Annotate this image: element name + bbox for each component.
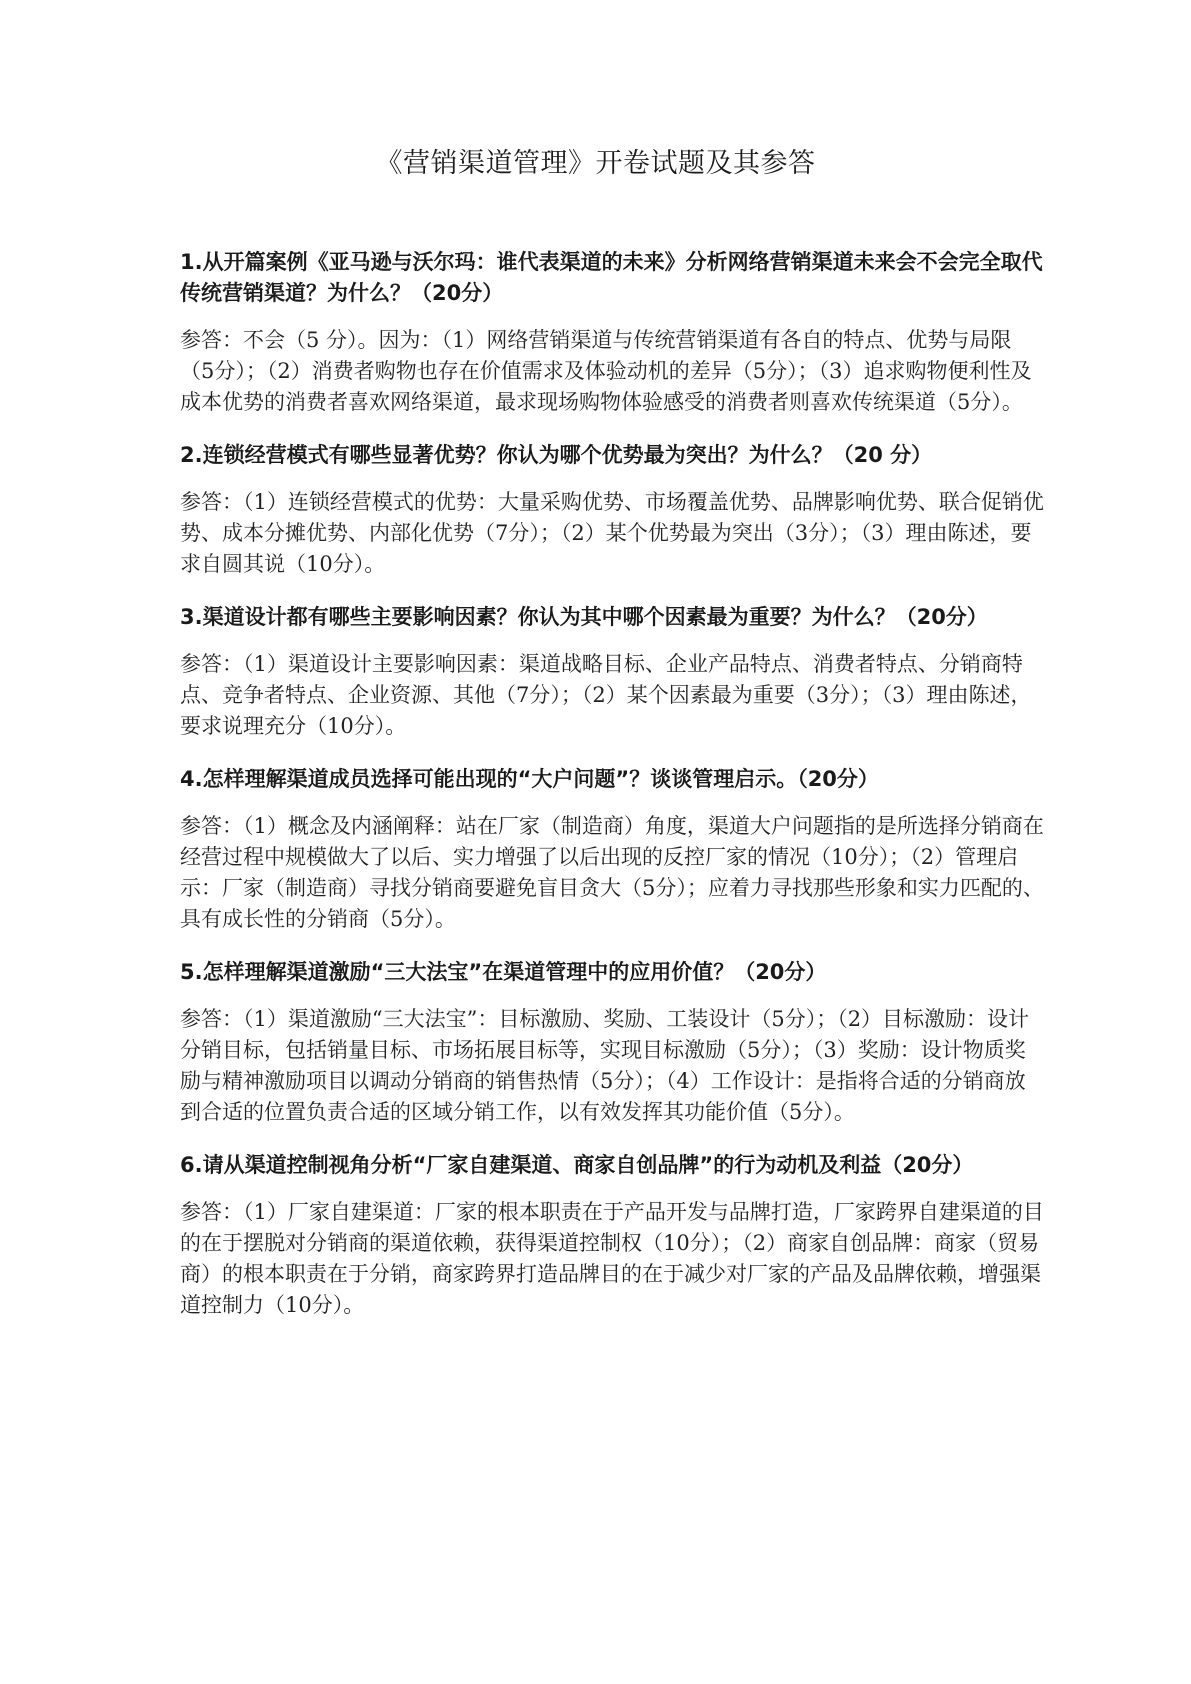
answer-4: 参答：（1）概念及内涵阐释：站在厂家（制造商）角度，渠道大户问题指的是所选择分销商在经营过程中规模做大了以后、实力增强了以后出现的反控厂家的情况（10分）；（2）管理启示：厂家（制造商）寻找分销商要避免盲目贪大（5分）；应着力寻找那些形象和实力匹配的、具有成长性的分销商（5分）。 <box>180 814 1044 931</box>
answer-1: 参答：不会（5 分）。因为：（1）网络营销渠道与传统营销渠道有各自的特点、优势与局限（5分）；（2）消费者购物也存在价值需求及体验动机的差异（5分）；（3）追求购物便利性及成本优势的消费者喜欢网络渠道，最求现场购物体验感受的消费者则喜欢传统渠道（5分）。 <box>180 328 1032 414</box>
question-block-6 <box>180 1150 1045 1321</box>
question-5: 5.怎样理解渠道激励“三大法宝”在渠道管理中的应用价值？（20分） <box>180 960 827 984</box>
answer-5: 参答：（1）渠道激励“三大法宝”：目标激励、奖励、工装设计（5分）；（2）目标激励：设计分销目标，包括销量目标、市场拓展目标等，实现目标激励（5分）；（3）奖励：设计物质奖励与精神激励项目以调动分销商的销售热情（5分）；（4）工作设计：是指将合适的分销商放到合适的位置负责合适的区域分销工作，以有效发挥其功能价值（5分）。 <box>180 1007 1030 1124</box>
question-2: 2.连锁经营模式有哪些显著优势？你认为哪个优势最为突出？为什么？（20 分） <box>180 443 933 467</box>
document-body <box>180 247 1045 1343</box>
answer-3: 参答：（1）渠道设计主要影响因素：渠道战略目标、企业产品特点、消费者特点、分销商特点、竞争者特点、企业资源、其他（7分）；（2）某个因素最为重要（3分）；（3）理由陈述，要求说理充分（10分）。 <box>180 652 1032 738</box>
answer-6: 参答：（1）厂家自建渠道：厂家的根本职责在于产品开发与品牌打造，厂家跨界自建渠道的目的在于摆脱对分销商的渠道依赖，获得渠道控制权（10分）；（2）商家自创品牌：商家（贸易商）的根本职责在于分销，商家跨界打造品牌目的在于减少对厂家的产品及品牌依赖，增强渠道控制力（10分）。 <box>180 1200 1044 1317</box>
question-block-3 <box>180 602 1045 742</box>
question-block-1 <box>180 247 1045 418</box>
question-1: 1.从开篇案例《亚马逊与沃尔玛：谁代表渠道的未来》分析网络营销渠道未来会不会完全取代传统营销渠道？为什么？（20分） <box>180 250 1043 305</box>
question-6: 6.请从渠道控制视角分析“厂家自建渠道、商家自创品牌”的行为动机及利益（20分） <box>180 1153 974 1177</box>
question-block-2 <box>180 440 1045 580</box>
question-4: 4.怎样理解渠道成员选择可能出现的“大户问题”？谈谈管理启示。（20分） <box>180 767 879 791</box>
question-block-4 <box>180 764 1045 935</box>
question-block-5 <box>180 957 1045 1128</box>
question-3: 3.渠道设计都有哪些主要影响因素？你认为其中哪个因素最为重要？为什么？（20分） <box>180 605 988 629</box>
document-title: 《营销渠道管理》开卷试题及其参答 <box>375 148 816 179</box>
answer-2: 参答：（1）连锁经营模式的优势：大量采购优势、市场覆盖优势、品牌影响优势、联合促销优势、成本分摊优势、内部化优势（7分）；（2）某个优势最为突出（3分）；（3）理由陈述，要求自圆其说（10分）。 <box>180 490 1044 576</box>
